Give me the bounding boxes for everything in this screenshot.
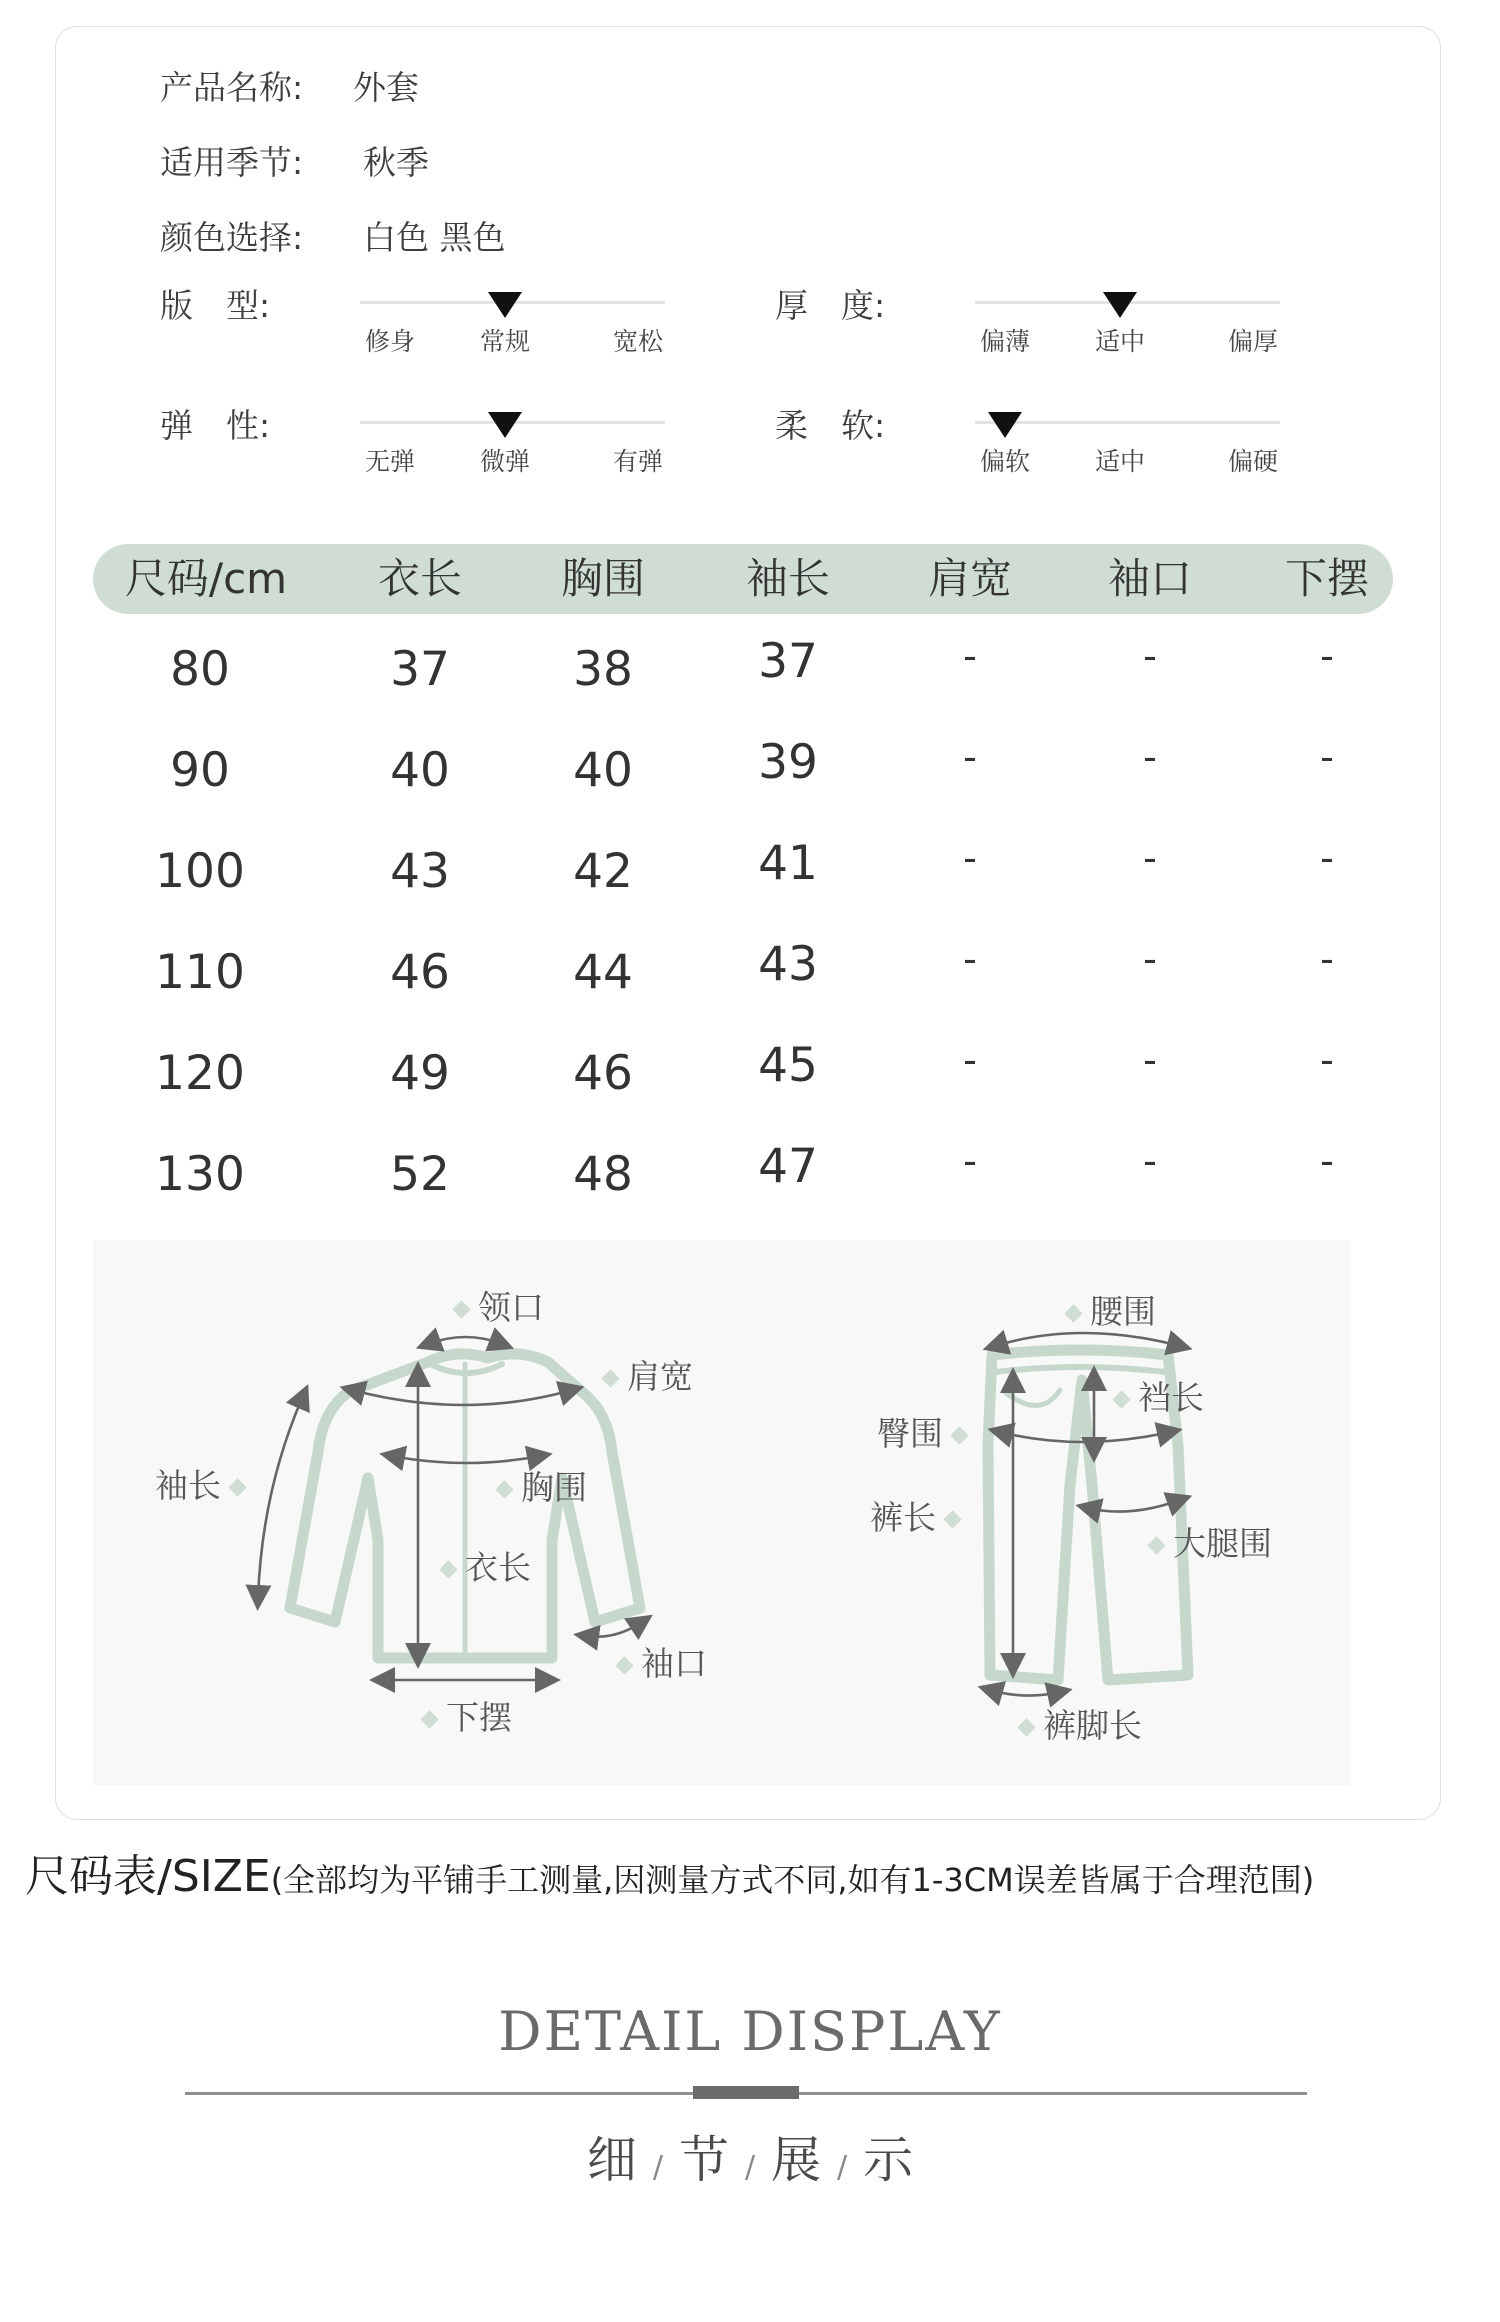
label-waist: 腰围 (1057, 1286, 1156, 1333)
table-cell: 48 (573, 1147, 633, 1202)
diamond-icon (439, 1560, 457, 1578)
scale-option: 宽松 (612, 327, 664, 356)
table-cell: - (1143, 1038, 1157, 1082)
scale-option: 适中 (1094, 447, 1146, 476)
table-cell: - (1143, 735, 1157, 779)
table-cell: 39 (758, 735, 818, 790)
scale-option: 无弹 (364, 447, 416, 476)
scale-label: 弹 性: (160, 406, 271, 445)
table-cell: 44 (573, 945, 633, 1000)
subtitle-char: 展 (771, 2131, 822, 2189)
table-cell: - (963, 634, 977, 678)
table-cell: - (1320, 937, 1334, 981)
scale-option: 偏软 (979, 447, 1031, 476)
diamond-icon (228, 1478, 246, 1496)
label-thigh: 大腿围 (1140, 1518, 1272, 1565)
diamond-icon (615, 1656, 633, 1674)
diamond-icon (943, 1510, 961, 1528)
subtitle-char: 示 (863, 2131, 914, 2189)
table-cell: - (1143, 937, 1157, 981)
diamond-icon (1064, 1304, 1082, 1322)
label-chest: 胸围 (488, 1462, 587, 1509)
table-cell: - (1143, 836, 1157, 880)
section-divider-accent (693, 2086, 799, 2099)
diamond-icon (452, 1300, 470, 1318)
table-cell: - (1143, 634, 1157, 678)
scale-label: 柔 软: (775, 406, 886, 445)
table-cell: - (1320, 735, 1334, 779)
diamond-icon (601, 1369, 619, 1387)
scale-label: 版 型: (160, 286, 271, 325)
table-cell: 90 (170, 743, 230, 798)
table-header-cell: 下摆 (1284, 554, 1370, 603)
table-cell: 37 (390, 642, 450, 697)
table-cell: - (1143, 1139, 1157, 1183)
table-header-cell: 衣长 (377, 554, 463, 603)
color-label: 颜色选择: (160, 218, 304, 257)
scale-option: 常规 (479, 327, 531, 356)
scale-label: 厚 度: (775, 286, 886, 325)
label-length: 衣长 (432, 1542, 531, 1589)
season-label: 适用季节: (160, 143, 304, 182)
subtitle-char: 细 (586, 2131, 637, 2189)
table-cell: - (963, 937, 977, 981)
table-cell: 46 (390, 945, 450, 1000)
label-sleeve: 袖长 (155, 1460, 254, 1507)
table-cell: 41 (758, 836, 818, 891)
scale-option: 偏薄 (979, 327, 1031, 356)
label-rise: 裆长 (1105, 1372, 1204, 1419)
product-name-label: 产品名称: (160, 68, 304, 107)
table-header-cell: 尺码/cm (124, 554, 288, 603)
table-cell: - (963, 1038, 977, 1082)
table-cell: 80 (170, 642, 230, 697)
table-cell: 130 (155, 1147, 245, 1202)
table-cell: 100 (155, 844, 245, 899)
table-cell: - (963, 735, 977, 779)
size-note-text: (全部均为平铺手工测量,因测量方式不同,如有1-3CM误差皆属于合理范围) (270, 1861, 1315, 1899)
diamond-icon (420, 1710, 438, 1728)
table-cell: 43 (390, 844, 450, 899)
table-cell: - (1320, 836, 1334, 880)
table-cell: 52 (390, 1147, 450, 1202)
diamond-icon (1112, 1390, 1130, 1408)
table-cell: 38 (573, 642, 633, 697)
table-header-cell: 袖口 (1107, 554, 1193, 603)
size-note (25, 1840, 1314, 1904)
product-name-value: 外套 (353, 68, 419, 107)
diamond-icon (1147, 1536, 1165, 1554)
label-hem: 下摆 (413, 1692, 512, 1739)
label-shoulder: 肩宽 (594, 1351, 693, 1398)
diamond-icon (495, 1480, 513, 1498)
table-cell: 110 (155, 945, 245, 1000)
scale-option: 有弹 (612, 447, 664, 476)
table-cell: 49 (390, 1046, 450, 1101)
scale-option: 微弹 (479, 447, 531, 476)
label-leg-opening: 裤脚长 (1010, 1700, 1142, 1747)
table-cell: - (1320, 1139, 1334, 1183)
table-cell: 47 (758, 1139, 818, 1194)
subtitle-separator: / (837, 2150, 848, 2185)
table-cell: 45 (758, 1038, 818, 1093)
diamond-icon (950, 1426, 968, 1444)
table-cell: - (963, 1139, 977, 1183)
table-cell: 40 (390, 743, 450, 798)
table-cell: 40 (573, 743, 633, 798)
table-cell: - (963, 836, 977, 880)
table-cell: - (1320, 634, 1334, 678)
table-cell: 37 (758, 634, 818, 689)
diamond-icon (1017, 1718, 1035, 1736)
detail-display-subtitle (0, 2120, 1500, 2192)
scale-option: 偏硬 (1227, 447, 1279, 476)
table-cell: 120 (155, 1046, 245, 1101)
season-value: 秋季 (363, 143, 429, 182)
table-header-cell: 袖长 (745, 554, 831, 603)
subtitle-char: 节 (678, 2131, 729, 2189)
table-header-cell: 胸围 (560, 554, 646, 603)
detail-display-title: DETAIL DISPLAY (498, 2000, 1002, 2063)
jacket-illustration (290, 1354, 640, 1658)
subtitle-separator: / (744, 2150, 756, 2185)
table-cell: - (1320, 1038, 1334, 1082)
size-note-title: 尺码表/SIZE (25, 1851, 271, 1902)
table-header-cell: 肩宽 (927, 554, 1013, 603)
label-collar: 领口 (445, 1282, 544, 1329)
label-pants-length: 裤长 (870, 1492, 969, 1539)
scale-option: 修身 (364, 327, 416, 356)
subtitle-separator: / (652, 2150, 663, 2185)
color-value: 白色 黑色 (363, 218, 506, 257)
label-cuff: 袖口 (608, 1638, 707, 1685)
table-cell: 42 (573, 844, 633, 899)
table-cell: 46 (573, 1046, 633, 1101)
label-hip: 臀围 (877, 1408, 976, 1455)
scale-option: 适中 (1094, 327, 1146, 356)
table-cell: 43 (758, 937, 818, 992)
scale-option: 偏厚 (1227, 327, 1279, 356)
